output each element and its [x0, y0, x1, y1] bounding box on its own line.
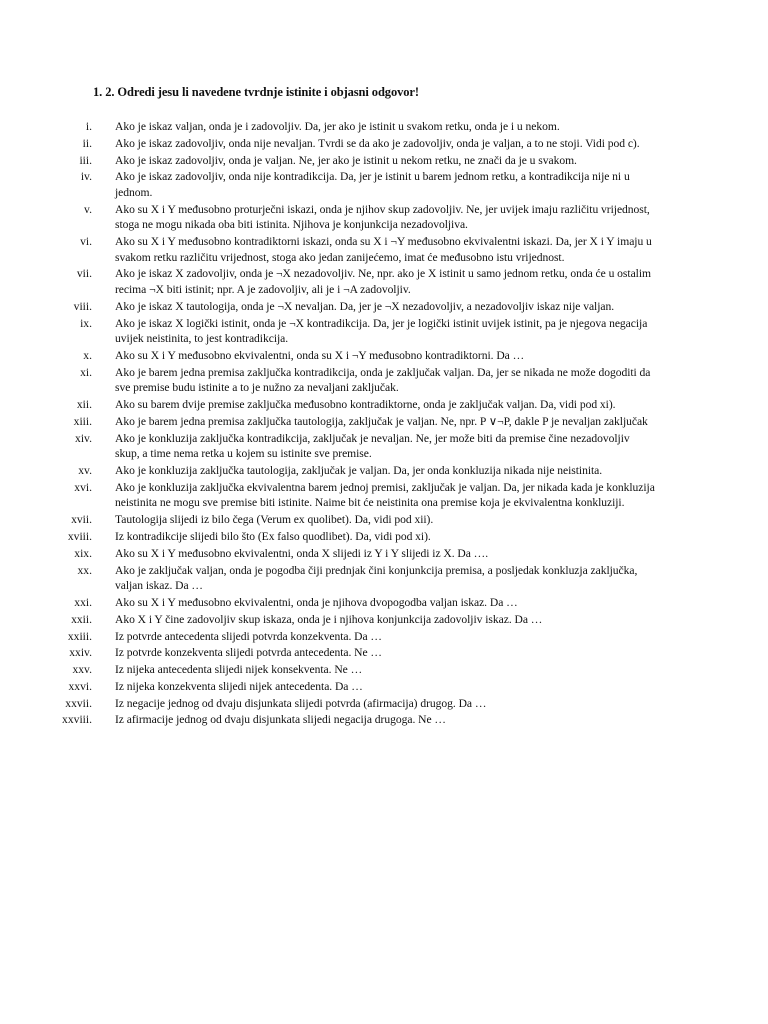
item-number: viii.: [73, 299, 92, 313]
item-number: xxv.: [72, 663, 92, 677]
list-item: [0, 299, 768, 315]
item-number: ix.: [80, 316, 92, 330]
item-number: xi.: [80, 365, 92, 379]
item-text: Iz afirmacije jednog od dvaju disjunkata slijedi negacija drugoga. Ne …: [115, 713, 446, 727]
item-number: xxiv.: [69, 646, 92, 660]
list-item: [0, 202, 768, 233]
statement-list: [0, 119, 768, 729]
item-text: Iz potvrde antecedenta slijedi potvrda konzekventa. Da …: [115, 629, 382, 643]
item-number: iii.: [79, 153, 92, 167]
list-item: [0, 612, 768, 628]
list-item: [0, 563, 768, 594]
item-number: xxii.: [71, 612, 92, 626]
item-number: iv.: [80, 170, 92, 184]
item-text: Ako je konkluzija zaključka tautologija, zaključak je valjan. Da, jer onda konkluzija nikada nije neistinita.: [115, 464, 603, 478]
item-text: Ako je iskaz zadovoljiv, onda nije nevaljan. Tvrdi se da ako je zadovoljiv, onda je valjan, a to ne stoji. Vidi pod c).: [115, 136, 640, 150]
item-text: Ako su barem dvije premise zaključka međusobno kontradiktorne, onda je zaključak valjan. Da, vidi pod xi).: [115, 398, 616, 412]
item-number: xviii.: [67, 530, 92, 544]
item-number: xvii.: [71, 513, 92, 527]
item-text: Ako je konkluzija zaključka kontradikcija, zaključak je nevaljan. Ne, jer može biti da premise čine nezadovoljiv skup, a time nema retka u kojem su istinite sve premise.: [115, 431, 630, 461]
item-number: xx.: [77, 563, 92, 577]
list-item: [0, 414, 768, 430]
item-number: xv.: [78, 464, 92, 478]
list-item: [0, 365, 768, 396]
list-item: [0, 119, 768, 135]
list-item: [0, 512, 768, 528]
item-number: x.: [83, 349, 92, 362]
list-item: [0, 595, 768, 611]
list-item: [0, 169, 768, 200]
item-number: xiv.: [75, 431, 92, 445]
item-text: Ako su X i Y međusobno proturječni iskazi, onda je njihov skup zadovoljiv. Ne, jer uvijek imaju različitu vrijednost, stoga ne mogu nikada oba biti istinita. Njihova je konjunkcija nezadovoljiva.: [115, 202, 650, 232]
item-text: Ako su X i Y međusobno ekvivalentni, onda su X i ¬Y međusobno kontradiktorni. Da …: [115, 349, 525, 362]
list-item: [0, 712, 768, 728]
list-item: [0, 266, 768, 297]
item-number: xxvii.: [65, 696, 92, 710]
item-number: vi.: [80, 235, 92, 249]
list-item: [0, 480, 768, 511]
item-text: Ako je barem jedna premisa zaključka tautologija, zaključak je valjan. Ne, npr. P ∨¬P, dakle P je nevaljan zaključak: [115, 414, 648, 428]
item-text: Ako je zaključak valjan, onda je pogodba čiji prednjak čini konjunkcija premisa, a posljedak konkluzja zaključka, valjan iskaz. Da …: [115, 563, 638, 593]
list-item: [0, 136, 768, 152]
item-number: xix.: [74, 546, 92, 560]
item-number: v.: [84, 202, 92, 216]
item-number: xxi.: [74, 595, 92, 609]
item-text: Ako je barem jedna premisa zaključka kontradikcija, onda je zaključak valjan. Da, jer se nikada ne može dogoditi da sve premise budu istinite a to je nužno za nevaljani zaključak.: [115, 365, 651, 395]
item-text: Iz nijeka konzekventa slijedi nijek antecedenta. Da …: [115, 679, 363, 693]
item-number: i.: [85, 120, 92, 133]
list-item: [0, 679, 768, 695]
item-text: Ako je iskaz valjan, onda je i zadovoljiv. Da, jer ako je istinit u svakom retku, onda je i u nekom.: [115, 120, 560, 133]
list-item: [0, 431, 768, 462]
list-item: [0, 463, 768, 479]
item-text: Iz nijeka antecedenta slijedi nijek konsekventa. Ne …: [115, 663, 363, 677]
item-text: Ako je iskaz X logički istinit, onda je ¬X kontradikcija. Da, jer je logički istinit uvijek istinit, pa je njegova negacija uvijek neistinita, to jest kontradikcija.: [115, 316, 648, 346]
item-number: xii.: [76, 398, 92, 412]
item-text: Iz negacije jednog od dvaju disjunkata slijedi potvrda (afirmacija) drugog. Da …: [115, 696, 487, 710]
item-text: Ako je iskaz X tautologija, onda je ¬X nevaljan. Da, jer je ¬X nezadovoljiv, a nezadovoljiv iskaz nije valjan.: [115, 299, 615, 313]
exercise-heading: 1. 2. Odredi jesu li navedene tvrdnje istinite i objasni odgovor!: [93, 85, 419, 99]
item-number: xvi.: [74, 480, 92, 494]
list-item: [0, 645, 768, 661]
list-item: [0, 348, 768, 364]
item-text: Iz kontradikcije slijedi bilo što (Ex falso quodlibet). Da, vidi pod xi).: [115, 530, 431, 544]
item-text: Ako je konkluzija zaključka ekvivalentna barem jednoj premisi, zaključak je valjan. Da, jer nikada kada je konkluzija neistinita ne mogu sve premise biti istinite. Naime bit će neistinita ona premise koja je ekvivalentna konkluziji.: [115, 480, 655, 510]
item-number: ii.: [82, 136, 92, 150]
list-item: [0, 696, 768, 712]
list-item: [0, 546, 768, 562]
item-number: xiii.: [73, 414, 92, 428]
list-item: [0, 662, 768, 678]
item-text: Ako su X i Y međusobno ekvivalentni, onda je njihova dvopogodba valjan iskaz. Da …: [115, 595, 518, 609]
list-item: [0, 629, 768, 645]
list-item: [0, 153, 768, 169]
list-item: [0, 316, 768, 347]
item-number: vii.: [76, 267, 92, 281]
list-item: [0, 529, 768, 545]
item-text: Ako je iskaz X zadovoljiv, onda je ¬X nezadovoljiv. Ne, npr. ako je X istinit u samo jednom retku, onda će u ostalim recima ¬X biti istinit; npr. A je zadovoljiv, ali je i ¬A zadovoljiv.: [115, 267, 651, 297]
item-number: xxiii.: [67, 629, 92, 643]
list-item: [0, 234, 768, 265]
list-item: [0, 397, 768, 413]
item-number: xxviii.: [62, 713, 92, 727]
item-text: Ako je iskaz zadovoljiv, onda je valjan. Ne, jer ako je istinit u nekom retku, ne znači da je u svakom.: [115, 153, 577, 167]
item-text: Ako su X i Y međusobno ekvivalentni, onda X slijedi iz Y i Y slijedi iz X. Da ….: [115, 546, 489, 560]
item-text: Tautologija slijedi iz bilo čega (Verum ex quolibet). Da, vidi pod xii).: [115, 513, 434, 527]
item-text: Iz potvrde konzekventa slijedi potvrda antecedenta. Ne …: [115, 646, 382, 660]
item-text: Ako X i Y čine zadovoljiv skup iskaza, onda je i njihova konjunkcija zadovoljiv iskaz. Da …: [115, 612, 543, 626]
item-number: xxvi.: [68, 679, 92, 693]
item-text: Ako su X i Y međusobno kontradiktorni iskazi, onda su X i ¬Y međusobno ekvivalentni iskazi. Da, jer X i Y imaju u svakom retku različitu vrijednost, stoga ako jedan zanijećemo, imat će međusobno istu vrijednost.: [115, 235, 652, 264]
item-text: Ako je iskaz zadovoljiv, onda nije kontradikcija. Da, jer je istinit u barem jednom retku, a kontradikcija nije ni u jednom.: [115, 170, 630, 199]
